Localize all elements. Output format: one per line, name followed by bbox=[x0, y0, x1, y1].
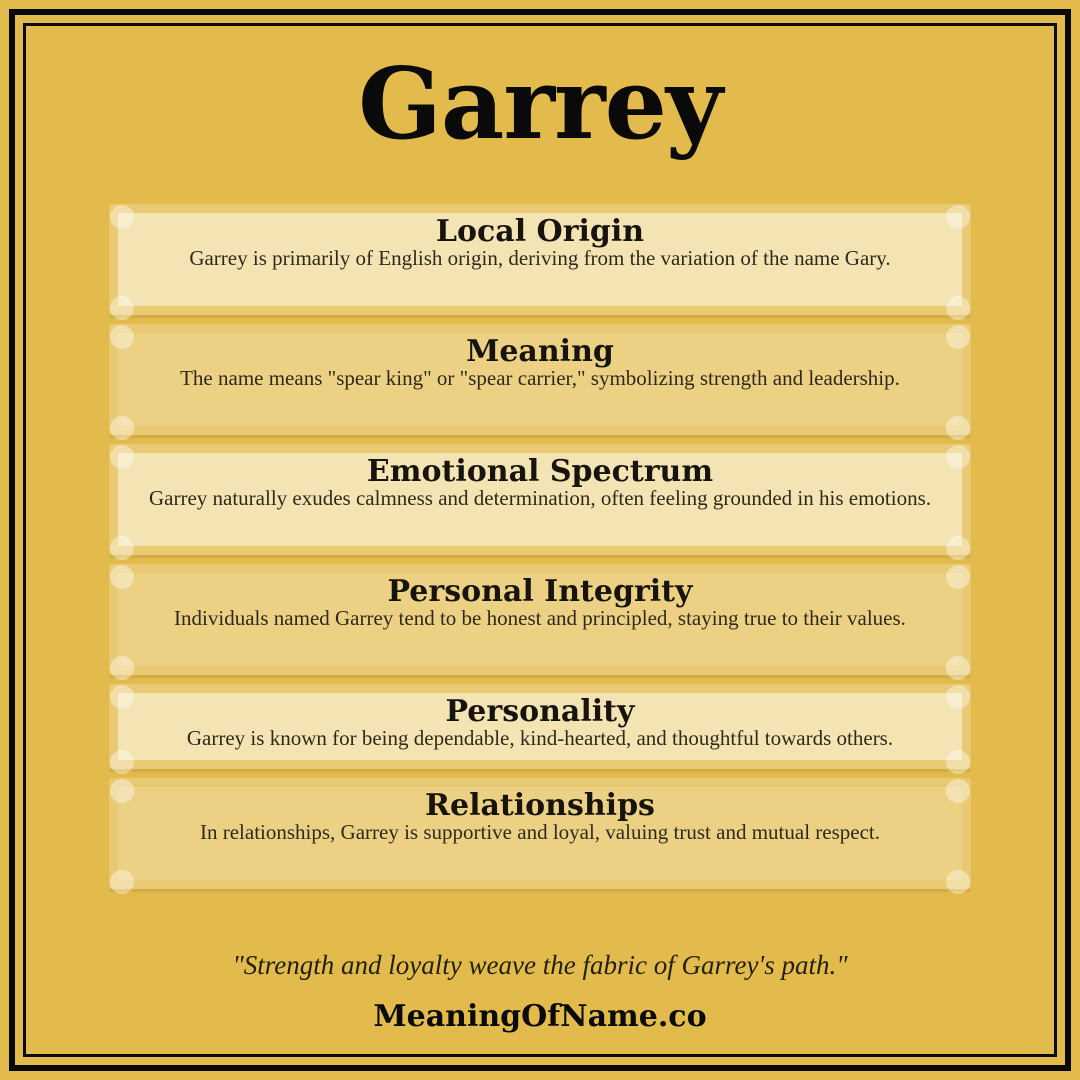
corner-dot-icon bbox=[946, 536, 970, 560]
corner-dot-icon bbox=[946, 685, 970, 709]
corner-dot-icon bbox=[946, 325, 970, 349]
corner-dot-icon bbox=[946, 870, 970, 894]
name-quote: "Strength and loyalty weave the fabric of Garrey's path." bbox=[232, 950, 848, 980]
corner-dot-icon bbox=[110, 325, 134, 349]
section-text: In relationships, Garrey is supportive and loyal, valuing trust and mutual respect. bbox=[199, 820, 880, 845]
section-title: Local Origin bbox=[435, 214, 645, 249]
section-text: Garrey is known for being dependable, kind-hearted, and thoughtful towards others. bbox=[186, 726, 894, 751]
section-card-local-origin bbox=[109, 204, 971, 315]
corner-dot-icon bbox=[110, 205, 134, 229]
corner-dot-icon bbox=[110, 870, 134, 894]
section-card-personal-integrity bbox=[109, 564, 971, 675]
corner-dot-icon bbox=[110, 296, 134, 320]
section-title: Personal Integrity bbox=[387, 574, 693, 609]
section-card-relationships bbox=[109, 778, 971, 889]
corner-dot-icon bbox=[946, 656, 970, 680]
section-text: The name means "spear king" or "spear carrier," symbolizing strength and leadership. bbox=[180, 366, 900, 391]
section-card-meaning bbox=[109, 324, 971, 435]
card-panel bbox=[118, 213, 962, 306]
corner-dot-icon bbox=[110, 656, 134, 680]
corner-dot-icon bbox=[110, 536, 134, 560]
card-panel bbox=[118, 693, 962, 760]
section-title: Emotional Spectrum bbox=[366, 454, 714, 489]
section-text: Garrey naturally exudes calmness and determination, often feeling grounded in his emotions. bbox=[148, 486, 932, 511]
corner-dot-icon bbox=[946, 416, 970, 440]
corner-dot-icon bbox=[110, 565, 134, 589]
corner-dot-icon bbox=[946, 565, 970, 589]
poster-content bbox=[26, 26, 1054, 1054]
section-card-list bbox=[109, 204, 971, 889]
corner-dot-icon bbox=[946, 750, 970, 774]
card-panel bbox=[118, 333, 962, 426]
section-card-emotional-spectrum bbox=[109, 444, 971, 555]
corner-dot-icon bbox=[110, 750, 134, 774]
section-title: Personality bbox=[445, 694, 635, 729]
corner-dot-icon bbox=[946, 205, 970, 229]
corner-dot-icon bbox=[946, 445, 970, 469]
section-text: Garrey is primarily of English origin, deriving from the variation of the name Gary. bbox=[189, 246, 891, 271]
page-title: Garrey bbox=[358, 47, 722, 162]
corner-dot-icon bbox=[946, 779, 970, 803]
corner-dot-icon bbox=[110, 779, 134, 803]
section-title: Relationships bbox=[425, 788, 655, 823]
corner-dot-icon bbox=[110, 685, 134, 709]
section-card-personality bbox=[109, 684, 971, 769]
corner-dot-icon bbox=[946, 296, 970, 320]
corner-dot-icon bbox=[110, 445, 134, 469]
section-title: Meaning bbox=[466, 334, 614, 369]
brand-name: MeaningOfName.co bbox=[373, 999, 707, 1035]
section-text: Individuals named Garrey tend to be honest and principled, staying true to their values. bbox=[174, 606, 906, 631]
card-panel bbox=[118, 573, 962, 666]
corner-dot-icon bbox=[110, 416, 134, 440]
card-panel bbox=[118, 787, 962, 880]
card-panel bbox=[118, 453, 962, 546]
